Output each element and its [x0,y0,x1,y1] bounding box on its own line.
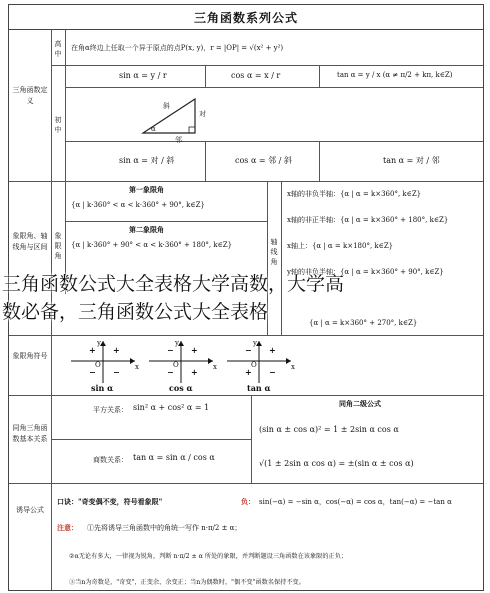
two-formula-1: (sin α ± cos α)² = 1 ± 2sin α cos α [259,425,399,434]
neg-tag: 负： [241,497,255,506]
sign-name-cos: cos α [169,383,193,393]
sin-origin: O [95,361,101,369]
sheet-title: 三角函数系列公式 [9,5,483,30]
ms-col1 [205,141,206,181]
tan-x: x [291,363,295,371]
sign-label: 象限角符号 [12,352,48,360]
two-tag: 同角二级公式 [339,399,381,408]
sq-formula: sin² α + cos² α = 1 [133,403,210,412]
cos-x: x [213,363,217,371]
cos-y: y [175,339,179,347]
tan-y: y [253,339,257,347]
sq-tag: 平方关系： [93,406,128,414]
def-hs-bottom [65,87,483,88]
tan-sign-diagram [225,339,295,385]
ms-label: 初中 [54,116,62,134]
sign-name-sin: sin α [91,383,114,393]
tan-q4-sign: − [269,367,276,377]
hs-label: 高中 [54,40,62,58]
tri-hyp: 斜 [163,102,170,110]
hs-col1 [205,65,206,87]
tri-opp: 对 [199,110,206,118]
tan-origin: O [251,361,257,369]
def-label: 三角函数定义 [12,86,48,105]
sin-hs: sin α = y / r [119,71,167,80]
tan-q1-sign: + [269,345,276,355]
axis-label: 轴线角 [270,238,278,266]
sin-x: x [135,363,139,371]
quad-sub-label: 象限角 [54,232,62,260]
tri-adj: 邻 [175,136,182,144]
axis-4: y轴的非负半轴：{α | α = k×360° + 90°, k∈Z} [287,268,444,276]
note-tag: 注意： [57,523,78,532]
sin-q2-sign: + [89,345,96,355]
tan-ms: tan α = 对 / 邻 [383,156,440,165]
cos-ms: cos α = 邻 / 斜 [235,156,292,165]
tan-q2-sign: − [245,345,252,355]
caption-overlay [2,270,488,326]
sign-name-tan: tan α [247,383,271,393]
cos-q2-sign: − [167,345,174,355]
rel-section-bottom [9,483,483,484]
neg-formula: sin(−α) = −sin α，cos(−α) = cos α，tan(−α) = −tan α [259,498,452,506]
q1-formula: {α | k·360° < α < k·360° + 90°, k∈Z} [71,201,205,209]
q1-title: 第一象限角 [129,185,164,194]
cos-origin: O [173,361,179,369]
ind-slogan: 口诀："奇变偶不变，符号看象限" [57,497,163,506]
def-ms-sep [65,141,483,142]
sub-column-divider [65,29,66,294]
cos-q1-sign: + [191,345,198,355]
rel-col-divider [251,395,252,483]
q1-bottom [65,221,267,222]
ind-label: 诱导公式 [16,506,44,514]
ms-col2 [319,141,320,181]
two-formula-2: √(1 ± 2sin α cos α) = ±(sin α ± cos α) [259,459,414,468]
note-1: ①先将诱导三角函数中的角统一写作 n·π/2 ± α； [87,524,242,532]
tri-angle: α [151,125,156,133]
def-row-sep [51,65,483,66]
sin-y: y [97,339,101,347]
q2-formula: {α | k·360° + 90° < α < k·360° + 180°, k∈Z} [71,241,233,249]
tan-hs: tan α = y / x (α ≠ π/2 + kπ, k∈Z) [337,71,453,79]
sin-q3-sign: − [89,367,96,377]
sign-section-bottom [9,395,483,396]
def-text: 在角α终边上任取一个异于原点的点P(x, y)，r = |OP| = √(x² + y²) [71,44,284,52]
axis-5: {α | α = k×360° + 270°, k∈Z} [309,319,418,327]
quad-section-bottom [9,335,483,336]
cos-sign-diagram [147,339,217,385]
note-3: ③当n为奇数是，"奇变"，正变余、余变正；当n为偶数时，"偶不变"函数名保持不变。 [69,579,305,586]
sin-q4-sign: − [113,367,120,377]
sin-ms: sin α = 对 / 斜 [119,156,175,165]
axis-2: x轴的非正半轴：{α | α = k×360° + 180°, k∈Z} [287,216,449,224]
caption-line-1: 三角函数公式大全表格大学高数，大学高 [2,273,345,295]
quad-label: 象限角、轴线角与区间 [12,232,48,251]
cos-q3-sign: − [167,367,174,377]
cos-q4-sign: + [191,367,198,377]
sin-sign-diagram [69,339,139,385]
caption-line-2: 数必备，三角函数公式大全表格 [2,301,269,323]
note-2: ②α无论有多大，一律视为锐角，判断 n·π/2 ± α 所处的象限，并判断题设三角函数在该象限的正负； [69,553,348,560]
rel-row-sep [51,439,251,440]
tan-q3-sign: + [245,367,252,377]
rel-label: 同角三角函数基本关系 [12,424,48,443]
axis-3: x轴上：{α | α = k×180°, k∈Z} [287,242,394,250]
quo-tag: 商数关系： [93,456,128,464]
hs-col2 [319,65,320,87]
q2-title: 第二象限角 [129,225,164,234]
cos-hs: cos α = x / r [231,71,281,80]
quo-formula: tan α = sin α / cos α [133,453,215,462]
sin-q1-sign: + [113,345,120,355]
axis-1: x轴的非负半轴：{α | α = k×360°, k∈Z} [287,190,422,198]
def-section-bottom [9,181,483,182]
